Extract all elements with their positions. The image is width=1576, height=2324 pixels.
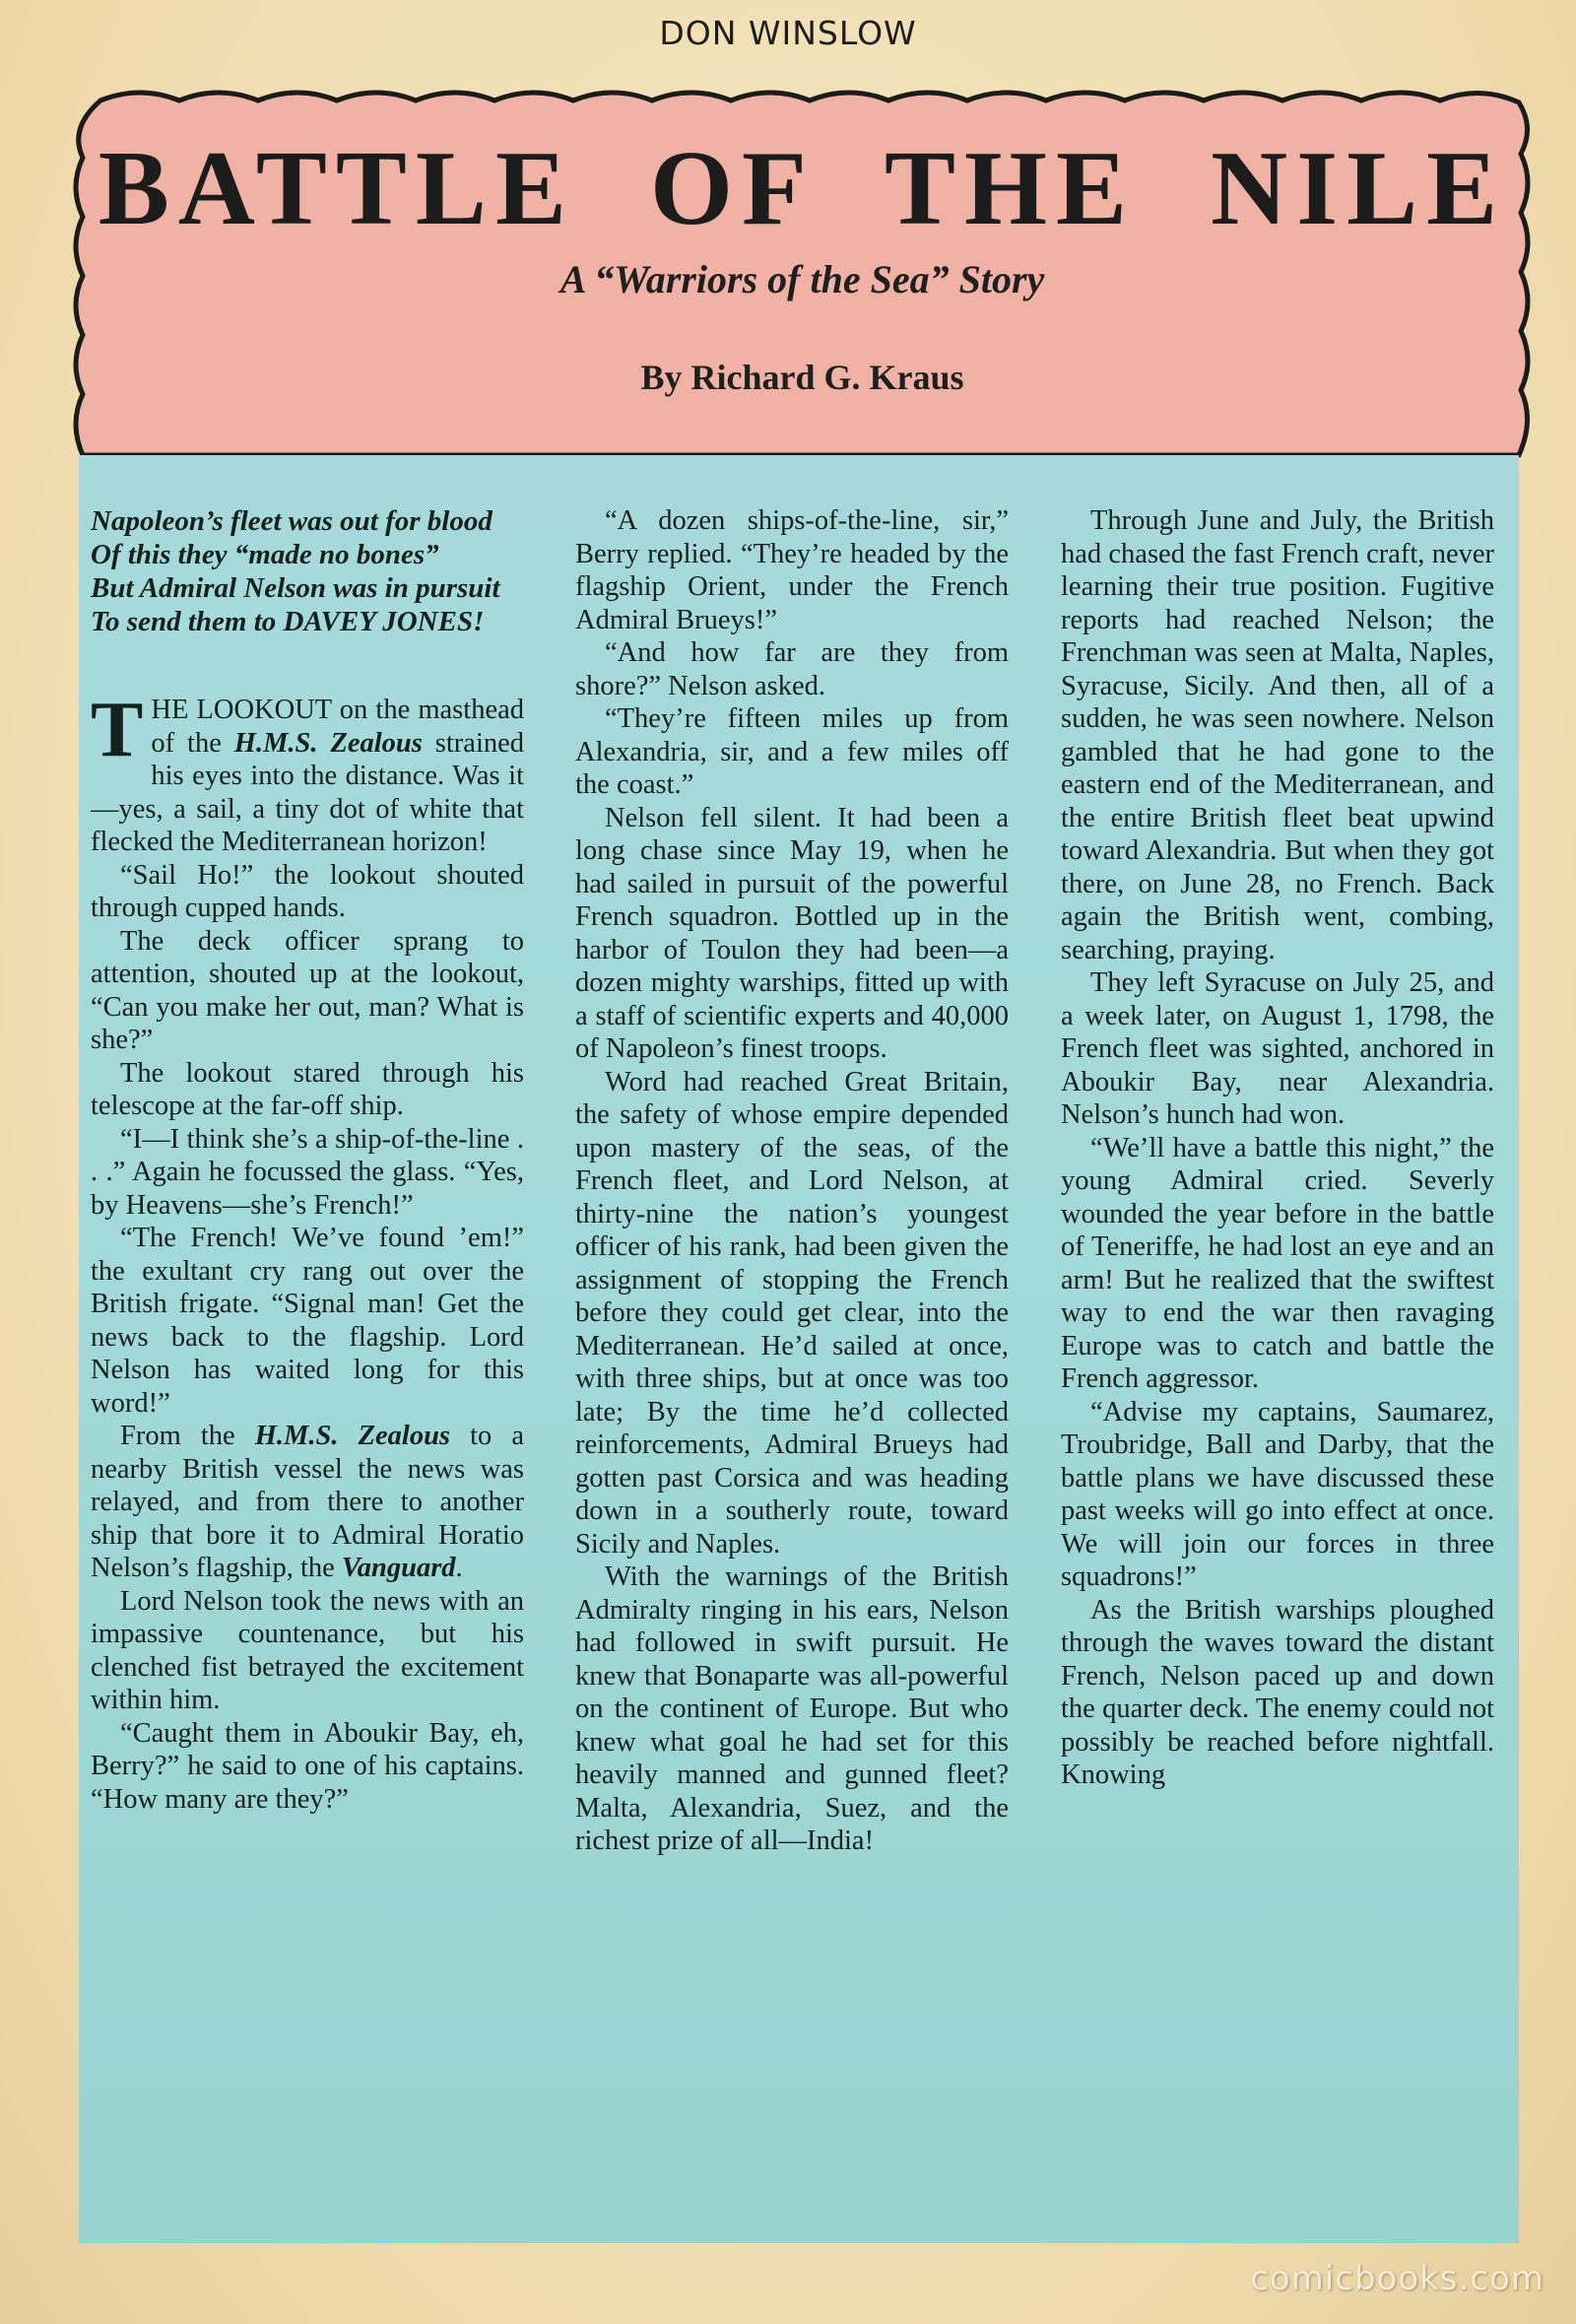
article-byline: By Richard G. Kraus [640, 358, 964, 397]
article-title: BATTLE OF THE NILE [98, 130, 1507, 247]
story-paragraph: With the warnings of the British Admiralty ringing in his ears, Nelson had followed in swift pursuit. He knew that Bonaparte was all-powerful on the continent of Europe. But who knew what goal he had set for this heavily manned and gunned fleet? Malta, Alexandria, Suez, and the richest prize of all—India! [575, 1561, 1009, 1856]
story-paragraph: THE LOOKOUT on the masthead of the H.M.S. Zealous strained his eyes into the distance. Was it—yes, a sail, a tiny dot of white that flecked the Mediterranean horizon! [91, 687, 524, 857]
article-subtitle: A “Warriors of the Sea” Story [559, 257, 1045, 301]
text-column-1 [91, 504, 524, 2238]
verse-line: Of this they “made no bones” [91, 539, 439, 570]
story-paragraph: “Caught them in Aboukir Bay, eh, Berry?” he said to one of his captains. “How many are they?” [91, 1717, 524, 1815]
verse-line: Napoleon’s fleet was out for blood [91, 505, 492, 537]
watermark: comicbooks.com [1250, 2259, 1544, 2298]
story-paragraph: The lookout stared through his telescope at the far-off ship. [91, 1057, 524, 1121]
text-column-2 [575, 504, 1009, 2238]
story-paragraph: “A dozen ships-of-the-line, sir,” Berry replied. “They’re headed by the flagship Orient, under the French Admiral Brueys!” [575, 505, 1009, 635]
story-paragraph: As the British warships ploughed through the waves toward the distant French, Nelson paced up and down the quarter deck. The enemy could not possibly be reached before nightfall. Knowing [1061, 1594, 1494, 1790]
intro-verse [91, 504, 524, 638]
story-paragraph: “Sail Ho!” the lookout shouted through cupped hands. [91, 859, 524, 923]
story-paragraph: Through June and July, the British had chased the fast French craft, never learning their true position. Fugitive reports had reached Nelson; the Frenchman was seen at Malta, Naples, Syracuse, Sicily. And then, all of a sudden, he was seen nowhere. Nelson gambled that he had gone to the eastern end of the Mediterranean, and the entire British fleet beat upwind toward Alexandria. But when they got there, on June 28, no French. Back again the British went, combing, searching, praying. [1061, 505, 1494, 965]
text-column-3 [1061, 504, 1494, 2238]
story-paragraph: They left Syracuse on July 25, and a week later, on August 1, 1798, the French fleet was sighted, anchored in Aboukir Bay, near Alexandria. Nelson’s hunch had won. [1061, 967, 1494, 1130]
story-paragraph: From the H.M.S. Zealous to a nearby British vessel the news was relayed, and from there to another ship that bore it to Admiral Horatio Nelson’s flagship, the Vanguard. [91, 1421, 524, 1583]
story-paragraph: “The French! We’ve found ’em!” the exultant cry rang out over the British frigate. “Signal man! Get the news back to the flagship. Lord Nelson has waited long for this word!” [91, 1223, 524, 1419]
story-paragraph: Lord Nelson took the news with an impassive countenance, but his clenched fist betrayed the excitement within him. [91, 1585, 524, 1715]
ship-name: H.M.S. Zealous [233, 727, 423, 759]
story-paragraph: Nelson fell silent. It had been a long chase since May 19, when he had sailed in pursuit of the powerful French squadron. Bottled up in the harbor of Toulon they had been—a dozen mighty warships, fitted up with a staff of scientific experts and 40,000 of Napoleon’s finest troops. [575, 802, 1009, 1064]
story-paragraph: Word had reached Great Britain, the safety of whose empire depended upon mastery of the seas, of the French fleet, and Lord Nelson, at thirty-nine the nation’s youngest officer of his rank, had been given the assignment of stopping the French before they could get clear, into the Mediterranean. He’d sailed at once, with three ships, but at once was too late; By the time he’d collected reinforcements, Admiral Brueys had gotten past Corsica and was heading down in a southerly route, toward Sicily and Naples. [575, 1066, 1009, 1560]
ship-name: H.M.S. Zealous [254, 1421, 451, 1451]
story-paragraph: The deck officer sprang to attention, shouted up at the lookout, “Can you make her out, man? What is she?” [91, 925, 524, 1055]
drop-cap: T [91, 687, 144, 773]
story-paragraph: “Advise my captains, Saumarez, Troubridge, Ball and Darby, that the battle plans we have discussed these past weeks will go into effect at once. We will join our forces in three squadrons!” [1061, 1396, 1494, 1592]
story-paragraph: “They’re fifteen miles up from Alexandria, sir, and a few miles off the coast.” [575, 703, 1009, 800]
verse-line: To send them to DAVEY JONES! [91, 606, 485, 637]
title-panel [71, 89, 1534, 473]
ship-name: Vanguard [341, 1553, 456, 1583]
story-paragraph: “I—I think she’s a ship-of-the-line . . .” Again he focussed the glass. “Yes, by Heavens—she’s French!” [91, 1123, 524, 1221]
running-head: DON WINSLOW [659, 14, 917, 52]
verse-line: But Admiral Nelson was in pursuit [91, 572, 500, 604]
story-paragraph: “We’ll have a battle this night,” the young Admiral cried. Severly wounded the year before in the battle of Teneriffe, he had lost an eye and an arm! But he realized that the swiftest way to end the war then ravaging Europe was to catch and battle the French aggressor. [1061, 1132, 1494, 1394]
story-paragraph: “And how far are they from shore?” Nelson asked. [575, 637, 1009, 701]
